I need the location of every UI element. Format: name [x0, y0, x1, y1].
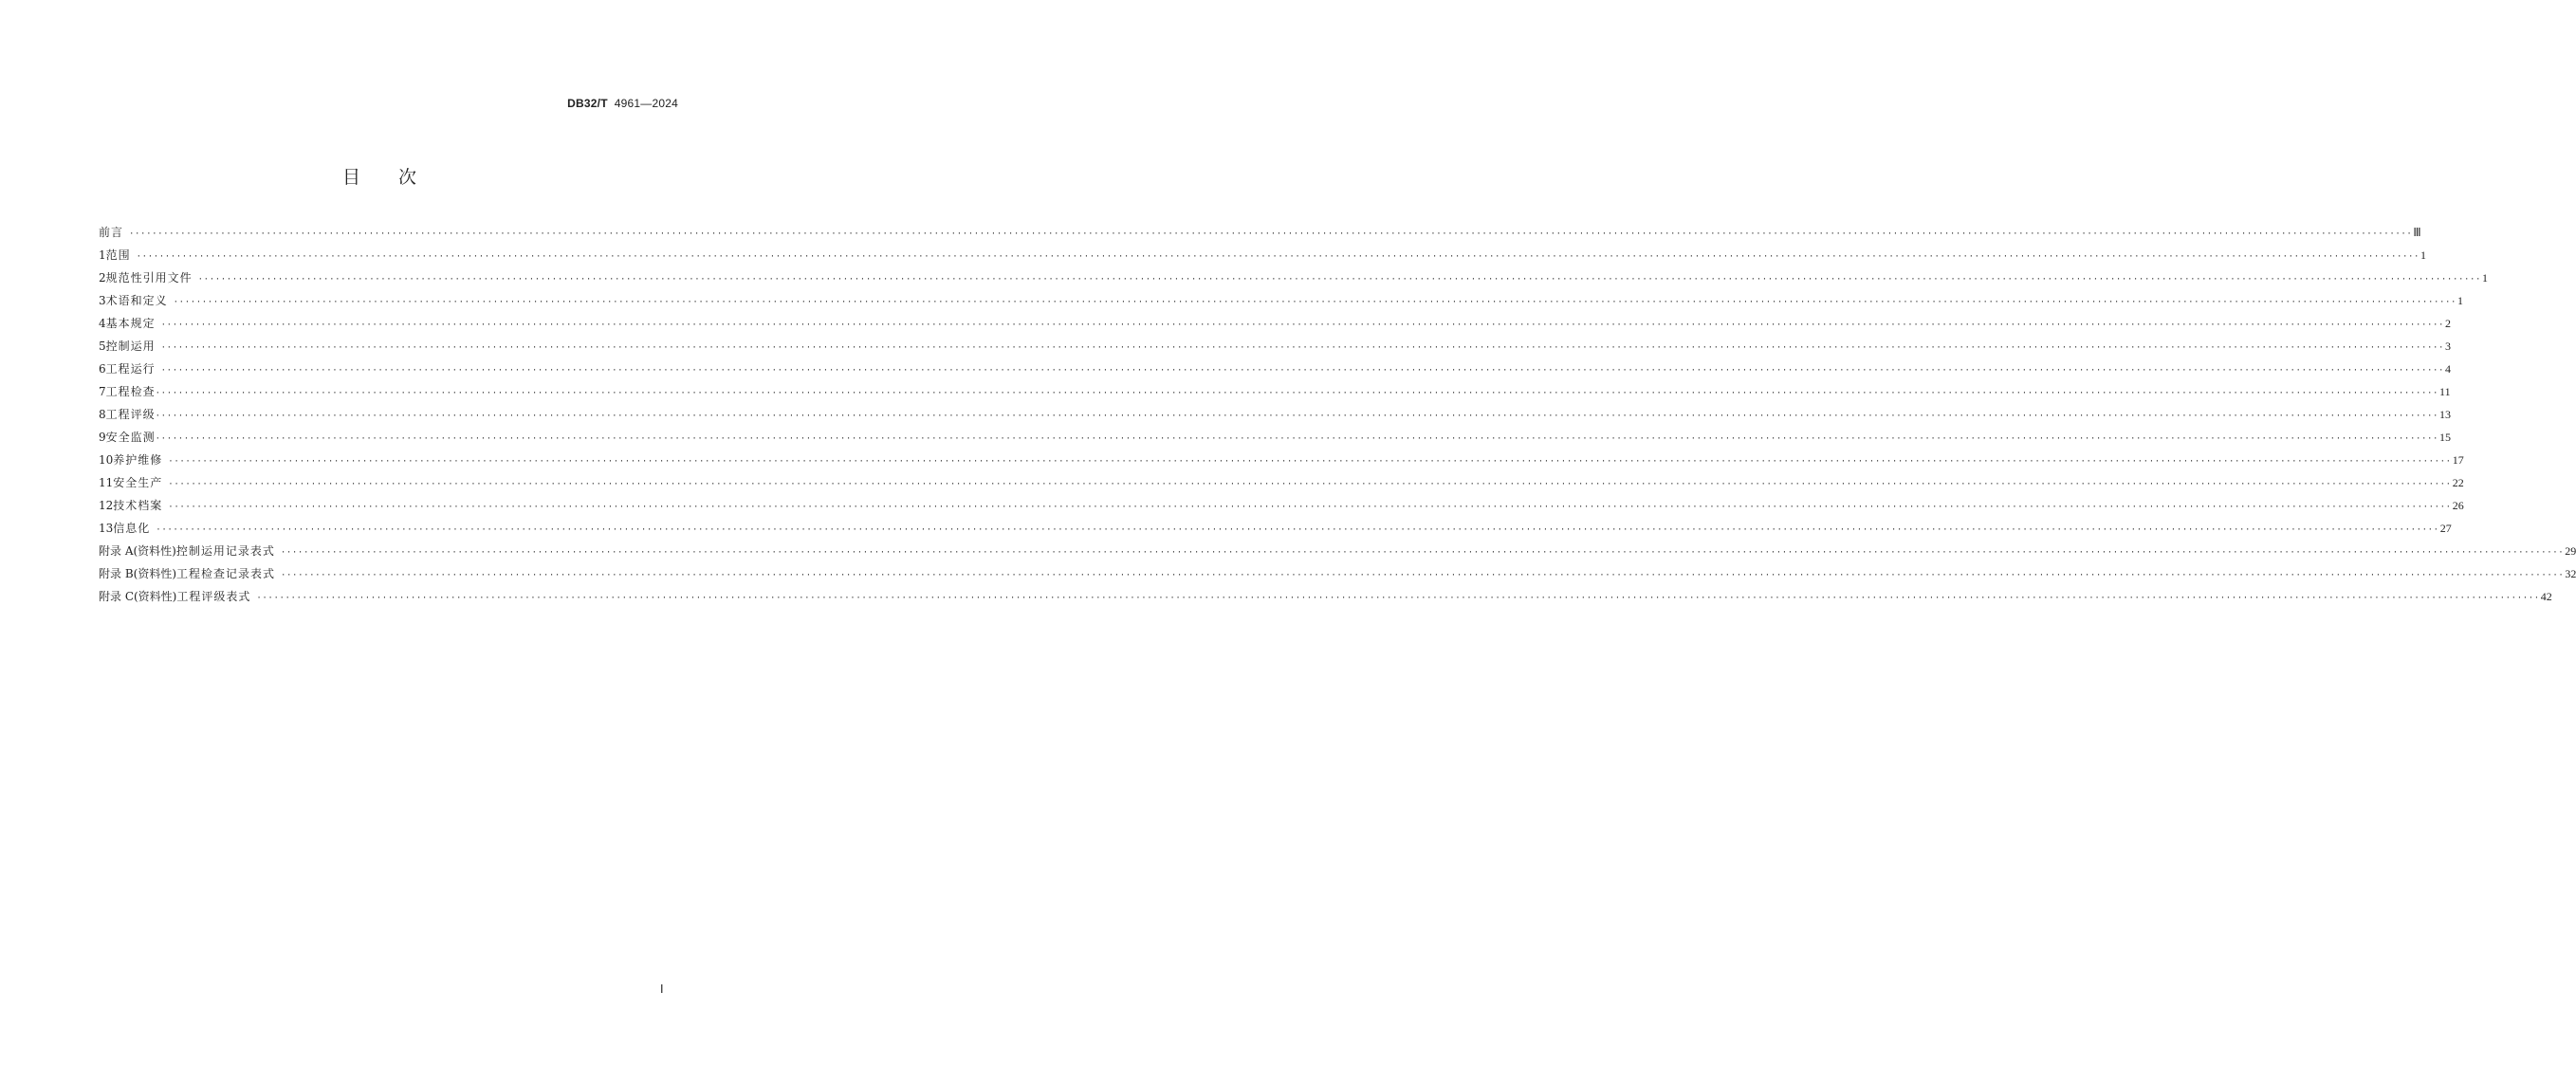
toc-dot-leader: ················································································································································································································································································································································································································: [197, 275, 2482, 285]
toc-dot-leader: ················································································································································································································································································································································································································: [256, 594, 2540, 603]
toc-entry-title: 范围: [105, 248, 131, 262]
toc-entry-number: 9: [99, 431, 106, 444]
toc-entry-page: 11: [2439, 385, 2451, 398]
toc-entry-page: 42: [2540, 590, 2552, 603]
toc-entry[interactable]: [99, 382, 2451, 405]
toc-entry-title: 信息化: [113, 522, 151, 535]
toc-entry[interactable]: [99, 291, 2464, 314]
toc-entry-number: 12: [99, 499, 114, 512]
toc-dot-leader: ················································································································································································································································································································································································································: [173, 298, 2457, 307]
toc-entry-page: 1: [2457, 294, 2464, 307]
toc-entry-number: 6: [99, 362, 106, 376]
toc-entry-number: 7: [99, 385, 106, 398]
toc-entry-page: 15: [2439, 431, 2452, 444]
toc-entry[interactable]: [99, 587, 2552, 610]
toc-entry-page: 1: [2482, 271, 2489, 285]
toc-dot-leader: ················································································································································································································································································································································································································: [160, 343, 2445, 353]
toc-dot-leader: ················································································································································································································································································································································································································: [281, 571, 2565, 580]
toc-entry[interactable]: [99, 314, 2452, 337]
toc-dot-leader: ················································································································································································································································································································································································································: [136, 252, 2420, 262]
toc-entry-number: 8: [99, 408, 106, 421]
table-of-contents: [99, 223, 2576, 610]
title-char-2: 次: [398, 167, 417, 188]
toc-entry-title: 控制运用记录表式: [175, 544, 275, 558]
toc-entry[interactable]: [99, 359, 2452, 382]
toc-dot-leader: ················································································································································································································································································································································································································: [156, 525, 2439, 535]
toc-dot-leader: ················································································································································································································································································································································································································: [155, 434, 2439, 444]
toc-entry-title: 安全监测: [105, 431, 156, 444]
toc-entry-number: 10: [99, 453, 114, 467]
toc-entry[interactable]: [99, 542, 2576, 564]
toc-entry-page: 17: [2452, 453, 2464, 467]
toc-dot-leader: ················································································································································································································································································································································································································: [160, 366, 2445, 376]
toc-dot-leader: ················································································································································································································································································································································································································: [168, 480, 2452, 489]
toc-entry[interactable]: [99, 337, 2452, 359]
toc-dot-leader: ················································································································································································································································································································································································································: [280, 548, 2565, 558]
footer-page-number: Ⅰ: [660, 982, 664, 996]
toc-entry-page: 26: [2452, 499, 2464, 512]
toc-entry[interactable]: [99, 405, 2452, 428]
toc-entry-page: 1: [2420, 248, 2427, 262]
toc-entry-title: 规范性引用文件: [105, 271, 193, 285]
toc-entry-page: 32: [2565, 567, 2576, 580]
toc-dot-leader: ················································································································································································································································································································································································································: [155, 389, 2439, 398]
standard-year-number: 4961—2024: [614, 97, 678, 110]
toc-entry-page: 29: [2565, 544, 2576, 558]
toc-entry[interactable]: [99, 496, 2464, 519]
toc-entry-page: 3: [2445, 340, 2452, 353]
toc-entry-page: 27: [2439, 522, 2452, 535]
toc-entry-number: 附录 B(资料性): [99, 567, 176, 580]
toc-entry-number: 附录 C(资料性): [99, 590, 177, 603]
toc-entry-title: 工程评级表式: [176, 590, 251, 603]
toc-entry-title: 技术档案: [113, 499, 163, 512]
toc-dot-leader: ················································································································································································································································································································································································································: [168, 457, 2452, 467]
standard-prefix: DB: [567, 97, 584, 110]
toc-entry-number: 3: [99, 294, 106, 307]
toc-entry-page: 22: [2452, 476, 2464, 489]
standard-number: [567, 97, 678, 110]
toc-entry[interactable]: [99, 246, 2427, 268]
toc-entry[interactable]: [99, 564, 2576, 587]
toc-entry-title: 工程检查记录表式: [176, 567, 276, 580]
toc-dot-leader: ················································································································································································································································································································································································································: [129, 230, 2413, 239]
standard-code: 32/T: [583, 97, 608, 110]
toc-entry-number: 11: [99, 476, 114, 489]
toc-entry-page: 2: [2445, 317, 2452, 330]
page-title: [0, 163, 759, 189]
toc-entry-title: 术语和定义: [105, 294, 168, 307]
toc-entry-title: 工程检查: [105, 385, 156, 398]
toc-entry[interactable]: [99, 268, 2489, 291]
toc-entry[interactable]: [99, 428, 2452, 450]
toc-dot-leader: ················································································································································································································································································································································································································: [155, 412, 2439, 421]
toc-entry[interactable]: [99, 450, 2464, 473]
toc-entry-number: 附录 A(资料性): [99, 544, 176, 558]
toc-entry-title: 安全生产: [113, 476, 163, 489]
toc-entry-title: 工程运行: [105, 362, 156, 376]
toc-entry-number: 4: [99, 317, 106, 330]
toc-entry-title: 基本规定: [105, 317, 156, 330]
toc-entry[interactable]: [99, 519, 2452, 542]
toc-entry-number: 5: [99, 340, 106, 353]
toc-entry-page: Ⅲ: [2413, 226, 2421, 239]
toc-entry-title: 前言: [99, 226, 124, 239]
toc-entry-number: 13: [99, 522, 114, 535]
toc-entry-number: 1: [99, 248, 106, 262]
toc-entry-number: 2: [99, 271, 106, 285]
toc-entry-title: 控制运用: [105, 340, 156, 353]
toc-entry[interactable]: [99, 223, 2421, 246]
title-char-1: 目: [341, 167, 360, 188]
toc-entry-page: 13: [2439, 408, 2452, 421]
toc-entry-title: 工程评级: [105, 408, 156, 421]
toc-dot-leader: ················································································································································································································································································································································································································: [160, 321, 2445, 330]
toc-dot-leader: ················································································································································································································································································································································································································: [168, 503, 2452, 512]
toc-entry[interactable]: [99, 473, 2464, 496]
toc-entry-page: 4: [2445, 362, 2452, 376]
toc-entry-title: 养护维修: [113, 453, 163, 467]
